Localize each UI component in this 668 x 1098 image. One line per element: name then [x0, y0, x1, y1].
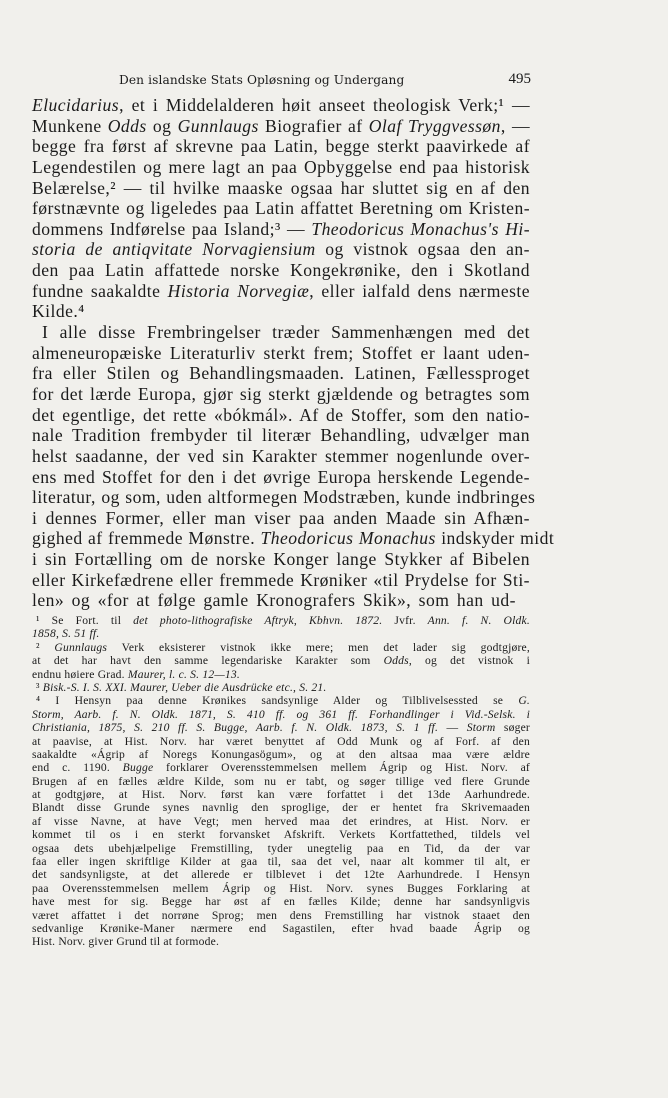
- body-line: Legendestilen og mere lagt an paa Opbyggelse end paa historisk: [32, 156, 530, 177]
- body-line: dommens Indførelse paa Island;³ — Theodoricus Monachus's Hi-: [32, 218, 530, 239]
- body-line: førstnævnte og ligeledes paa Latin affattet Beretning om Kristen-: [32, 198, 530, 219]
- body-line: storia de antiqvitate Norvagiensium og vistnok ogsaa den an-: [32, 239, 530, 260]
- footnote-line: ogsaa dets ubehjælpelige Fremstilling, tyder unegtelig paa en Tid, da der var: [32, 841, 530, 855]
- body-line: almeneuropæiske Literaturliv sterkt frem; Stoffet er laant uden-: [32, 342, 530, 363]
- body-line: len» og «for at følge gamle Kronografers Skik», som han ud-: [32, 590, 516, 611]
- footnote-line: Storm, Aarb. f. N. Oldk. 1871, S. 410 ff. og 361 ff. Forhandlinger i Vid.-Selsk. i: [32, 707, 530, 721]
- body-line: Elucidarius, et i Middelalderen høit anseet theologisk Verk;¹ —: [32, 95, 530, 115]
- body-line: fundne saakaldte Historia Norvegiæ, eller ialfald dens nærmeste: [32, 280, 530, 301]
- footnote-line: have mest for sig. Begge har øst af en fælles Kilde; denne har sandsynligvis: [32, 895, 530, 909]
- footnote-line: ¹ Se Fort. til det photo-lithografiske Aftryk, Kbhvn. 1872. Jvfr. Ann. f. N. Oldk.: [36, 614, 530, 627]
- page-number: 495: [508, 71, 531, 87]
- footnote-line: ⁴ I Hensyn paa denne Krønikes sandsynlige Alder og Tilblivelsessted se G.: [36, 694, 530, 708]
- footnote-line: ² Gunnlaugs Verk eksisterer vistnok ikke mere; men det lader sig godtgjøre,: [36, 640, 530, 654]
- footnote-line: Brugen af en fælles ældre Kilde, som nu er tabt, og søger tillige ved flere Grunde: [32, 774, 530, 788]
- footnote-line: Blandt disse Grunde synes navnlig den sproglige, der er hentet fra Skrivemaaden: [32, 801, 530, 815]
- body-line: I alle disse Frembringelser træder Sammenhængen med det: [42, 322, 530, 343]
- body-line: den paa Latin affattede norske Kongekrønike, den i Skotland: [32, 260, 530, 281]
- body-line: nale Tradition frembyder til literær Behandling, udvælger man: [32, 425, 530, 446]
- body-line: gighed af fremmede Mønstre. Theodoricus Monachus indskyder midt: [32, 528, 555, 549]
- running-title: Den islandske Stats Opløsning og Undergang: [119, 73, 405, 87]
- body-line: det egentlige, det rette «bókmál». Af de Stoffer, som den natio-: [32, 404, 530, 425]
- body-line: fra eller Stilen og Behandlingsmaaden. Latinen, Fællessproget: [32, 363, 530, 384]
- footnote-line: at det har havt den samme legendariske Karakter som Odds, og det vistnok i: [32, 654, 531, 668]
- body-line: Belærelse,² — til hvilke maaske ogsaa har sluttet sig en af den: [32, 177, 530, 198]
- footnote-line: ³ Bisk.-S. I. S. XXI. Maurer, Ueber die Ausdrücke etc., S. 21.: [36, 680, 327, 694]
- footnotes: [32, 614, 530, 949]
- footnote-line: været affattet i det norrøne Sprog; men dens Fremstilling har vistnok staaet den: [32, 908, 530, 922]
- footnote-line: af visse Navne, at have Vegt; men herved maa det erindres, at Hist. Norv. er: [32, 814, 530, 828]
- footnote-line: end c. 1190. Bugge forklarer Overensstemmelsen mellem Ágrip og Hist. Norv. af: [32, 761, 530, 775]
- body-line: i dennes Former, eller man viser paa anden Maade sin Afhæn-: [32, 507, 530, 528]
- body-line: literatur, og som, uden altformegen Modstræben, kunde indbringes: [32, 487, 536, 508]
- body-line: helst saadanne, der ved sin Karakter stemmer nogenlunde over-: [32, 445, 530, 466]
- footnote-line: at paavise, at Hist. Norv. har været benyttet af Odd Munk og af Forf. af den: [32, 734, 530, 748]
- body-line: Kilde.⁴: [32, 301, 85, 322]
- body-line: eller Kirkefædrene eller fremmede Krøniker «til Prydelse for Sti-: [32, 569, 530, 590]
- body-text: [32, 95, 555, 611]
- footnote-line: Christiania, 1875, S. 210 ff. S. Bugge, Aarb. f. N. Oldk. 1873, S. 1 ff. — Storm søger: [32, 721, 530, 735]
- footnote-line: Hist. Norv. giver Grund til at formode.: [32, 935, 220, 949]
- footnote-line: saakaldte «Ágrip af Noregs Konungasögum», og at den altsaa maa være ældre: [32, 747, 530, 761]
- footnote-line: 1858, S. 51 ff.: [32, 627, 100, 641]
- body-line: for det lærde Europa, gjør sig sterkt gjældende og betragtes som: [32, 383, 530, 404]
- footnote-line: faa eller ingen skriftlige Kilder at gaa til, saa det vel, naar alt kommer til alt, er: [32, 855, 530, 869]
- footnote-line: at godtgjøre, at Hist. Norv. først kan være forfattet i det 13de Aarhundrede.: [32, 788, 530, 802]
- body-line: i sin Fortælling om de norske Konger lange Stykker af Bibelen: [32, 549, 530, 570]
- body-line: ens med Stoffet for den i det øvrige Europa herskende Legende-: [32, 466, 530, 487]
- footnote-line: sedvanlige Krønike-Maner nærmere end Sagastilen, efter hvad baade Ágrip og: [32, 921, 530, 935]
- footnote-line: paa Overensstemmelsen mellem Ágrip og Hist. Norv. synes Bugges Forklaring at: [32, 881, 530, 895]
- footnote-line: endnu høiere Grad. Maurer, l. c. S. 12—13.: [32, 667, 240, 681]
- body-line: begge fra først af skrevne paa Latin, begge sterkt paavirkede af: [32, 136, 530, 157]
- footnote-line: kommet til os i en sterkt forvansket Afskrift. Verkets Kortfattethed, tildels vel: [32, 828, 530, 842]
- footnote-line: det sandsynligste, at det allerede er tilblevet i det 12te Aarhundrede. I Hensyn: [32, 868, 530, 882]
- body-line: Munkene Odds og Gunnlaugs Biografier af Olaf Tryggvessøn, —: [32, 115, 530, 136]
- page-header: [119, 71, 531, 93]
